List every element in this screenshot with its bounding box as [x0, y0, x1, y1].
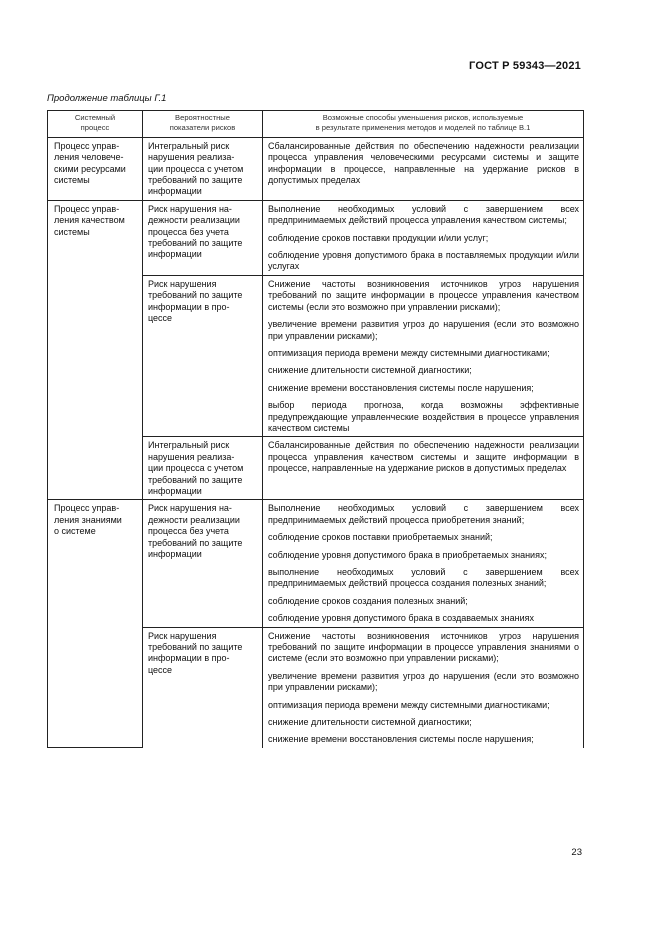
mitigation-methods-cell: [263, 627, 584, 748]
mitigation-item: Выполнение необходимых условий с завершением всех предпринимаемых действий процесса приобретения знаний;: [268, 503, 579, 525]
column-header-process: Системный процесс: [48, 111, 143, 138]
table-row: [48, 500, 584, 627]
mitigation-item: оптимизация периода времени между системными диагностиками;: [268, 699, 550, 710]
mitigation-item: выбор периода прогноза, когда возможны эффективные предупреждающие управленческие воздействия в процессе управления качеством системы: [268, 400, 579, 433]
risk-indicator-cell: Риск нарушения на- дежности реализации процесса без учета требований по защите информации: [143, 200, 263, 275]
mitigation-methods-cell: [263, 200, 584, 275]
mitigation-item: Снижение частоты возникновения источников угроз нарушения требований по защите информации в процессе управления знаниями о системе (если это возможно при управлении рисками);: [268, 630, 579, 664]
column-header-indicators: Вероятностные показатели рисков: [143, 111, 263, 138]
system-process-cell: Процесс управ- ления человече- скими ресурсами системы: [48, 137, 143, 200]
risk-table: [47, 110, 584, 748]
mitigation-item: соблюдение сроков создания полезных знаний;: [268, 595, 468, 606]
table-row: [48, 200, 584, 275]
mitigation-item: Сбалансированные действия по обеспечению надежности реализации процесса управления качеством системы и защите информации в процессе, направленные на удержание рисков в допустимых пределах: [268, 440, 579, 474]
mitigation-methods-cell: [263, 137, 584, 200]
table-body: [48, 137, 584, 748]
mitigation-item: оптимизация периода времени между системными диагностиками;: [268, 347, 550, 358]
mitigation-item: выполнение необходимых условий с завершением всех предпринимаемых действий процесса создания полезных знаний;: [268, 567, 579, 589]
risk-indicator-cell: Интегральный риск нарушения реализа- ции процесса с учетом требований по защите информации: [143, 437, 263, 500]
mitigation-item: соблюдение уровня допустимого брака в создаваемых знаниях: [268, 613, 535, 624]
column-header-methods: Возможные способы уменьшения рисков, используемые в результате применения методов и моделей по таблице В.1: [263, 111, 584, 138]
mitigation-item: Снижение частоты возникновения источников угроз нарушения требований по защите информации в процессе управления качеством системы (если это возможно при управлении рисками);: [268, 278, 579, 312]
mitigation-item: увеличение времени развития угроз до нарушения (если это возможно при управлении рисками);: [268, 319, 579, 341]
system-process-cell: Процесс управ- ления качеством системы: [48, 200, 143, 500]
table-row: [48, 137, 584, 200]
risk-indicator-cell: Риск нарушения требований по защите информации в про- цессе: [143, 627, 263, 748]
mitigation-item: увеличение времени развития угроз до нарушения (если это возможно при управлении рисками);: [268, 670, 579, 693]
mitigation-item: снижение длительности системной диагностики;: [268, 365, 472, 376]
mitigation-item: Сбалансированные действия по обеспечению надежности реализации процесса управления человеческими ресурсами системы и защите информации в процессе, направленные на удержание рисков в допустимых пределах: [268, 140, 579, 186]
mitigation-item: снижение времени восстановления системы после нарушения;: [268, 382, 534, 393]
risk-indicator-cell: Риск нарушения требований по защите информации в про- цессе: [143, 275, 263, 436]
mitigation-methods-cell: [263, 275, 584, 436]
mitigation-item: соблюдение уровня допустимого брака в приобретаемых знаниях;: [268, 549, 547, 560]
risk-indicator-cell: Интегральный риск нарушения реализа- ции процесса с учетом требований по защите информации: [143, 137, 263, 200]
mitigation-item: снижение времени восстановления системы после нарушения;: [268, 734, 534, 745]
mitigation-item: Выполнение необходимых условий с завершением всех предпринимаемых действий процесса управления качеством системы;: [268, 203, 579, 226]
standard-number: ГОСТ Р 59343—2021: [469, 60, 581, 72]
mitigation-item: соблюдение уровня допустимого брака в поставляемых продукции и/или услугах: [268, 250, 579, 272]
table-header-row: [48, 111, 584, 138]
page-number: 23: [571, 847, 582, 858]
mitigation-methods-cell: [263, 437, 584, 500]
system-process-cell: Процесс управ- ления знаниями о системе: [48, 500, 143, 748]
mitigation-item: снижение длительности системной диагностики;: [268, 717, 472, 728]
mitigation-item: соблюдение сроков поставки продукции и/или услуг;: [268, 232, 489, 243]
table-caption: Продолжение таблицы Г.1: [47, 93, 167, 104]
mitigation-methods-cell: [263, 500, 584, 627]
mitigation-item: соблюдение сроков поставки приобретаемых знаний;: [268, 532, 493, 543]
risk-indicator-cell: Риск нарушения на- дежности реализации процесса без учета требований по защите информации: [143, 500, 263, 627]
